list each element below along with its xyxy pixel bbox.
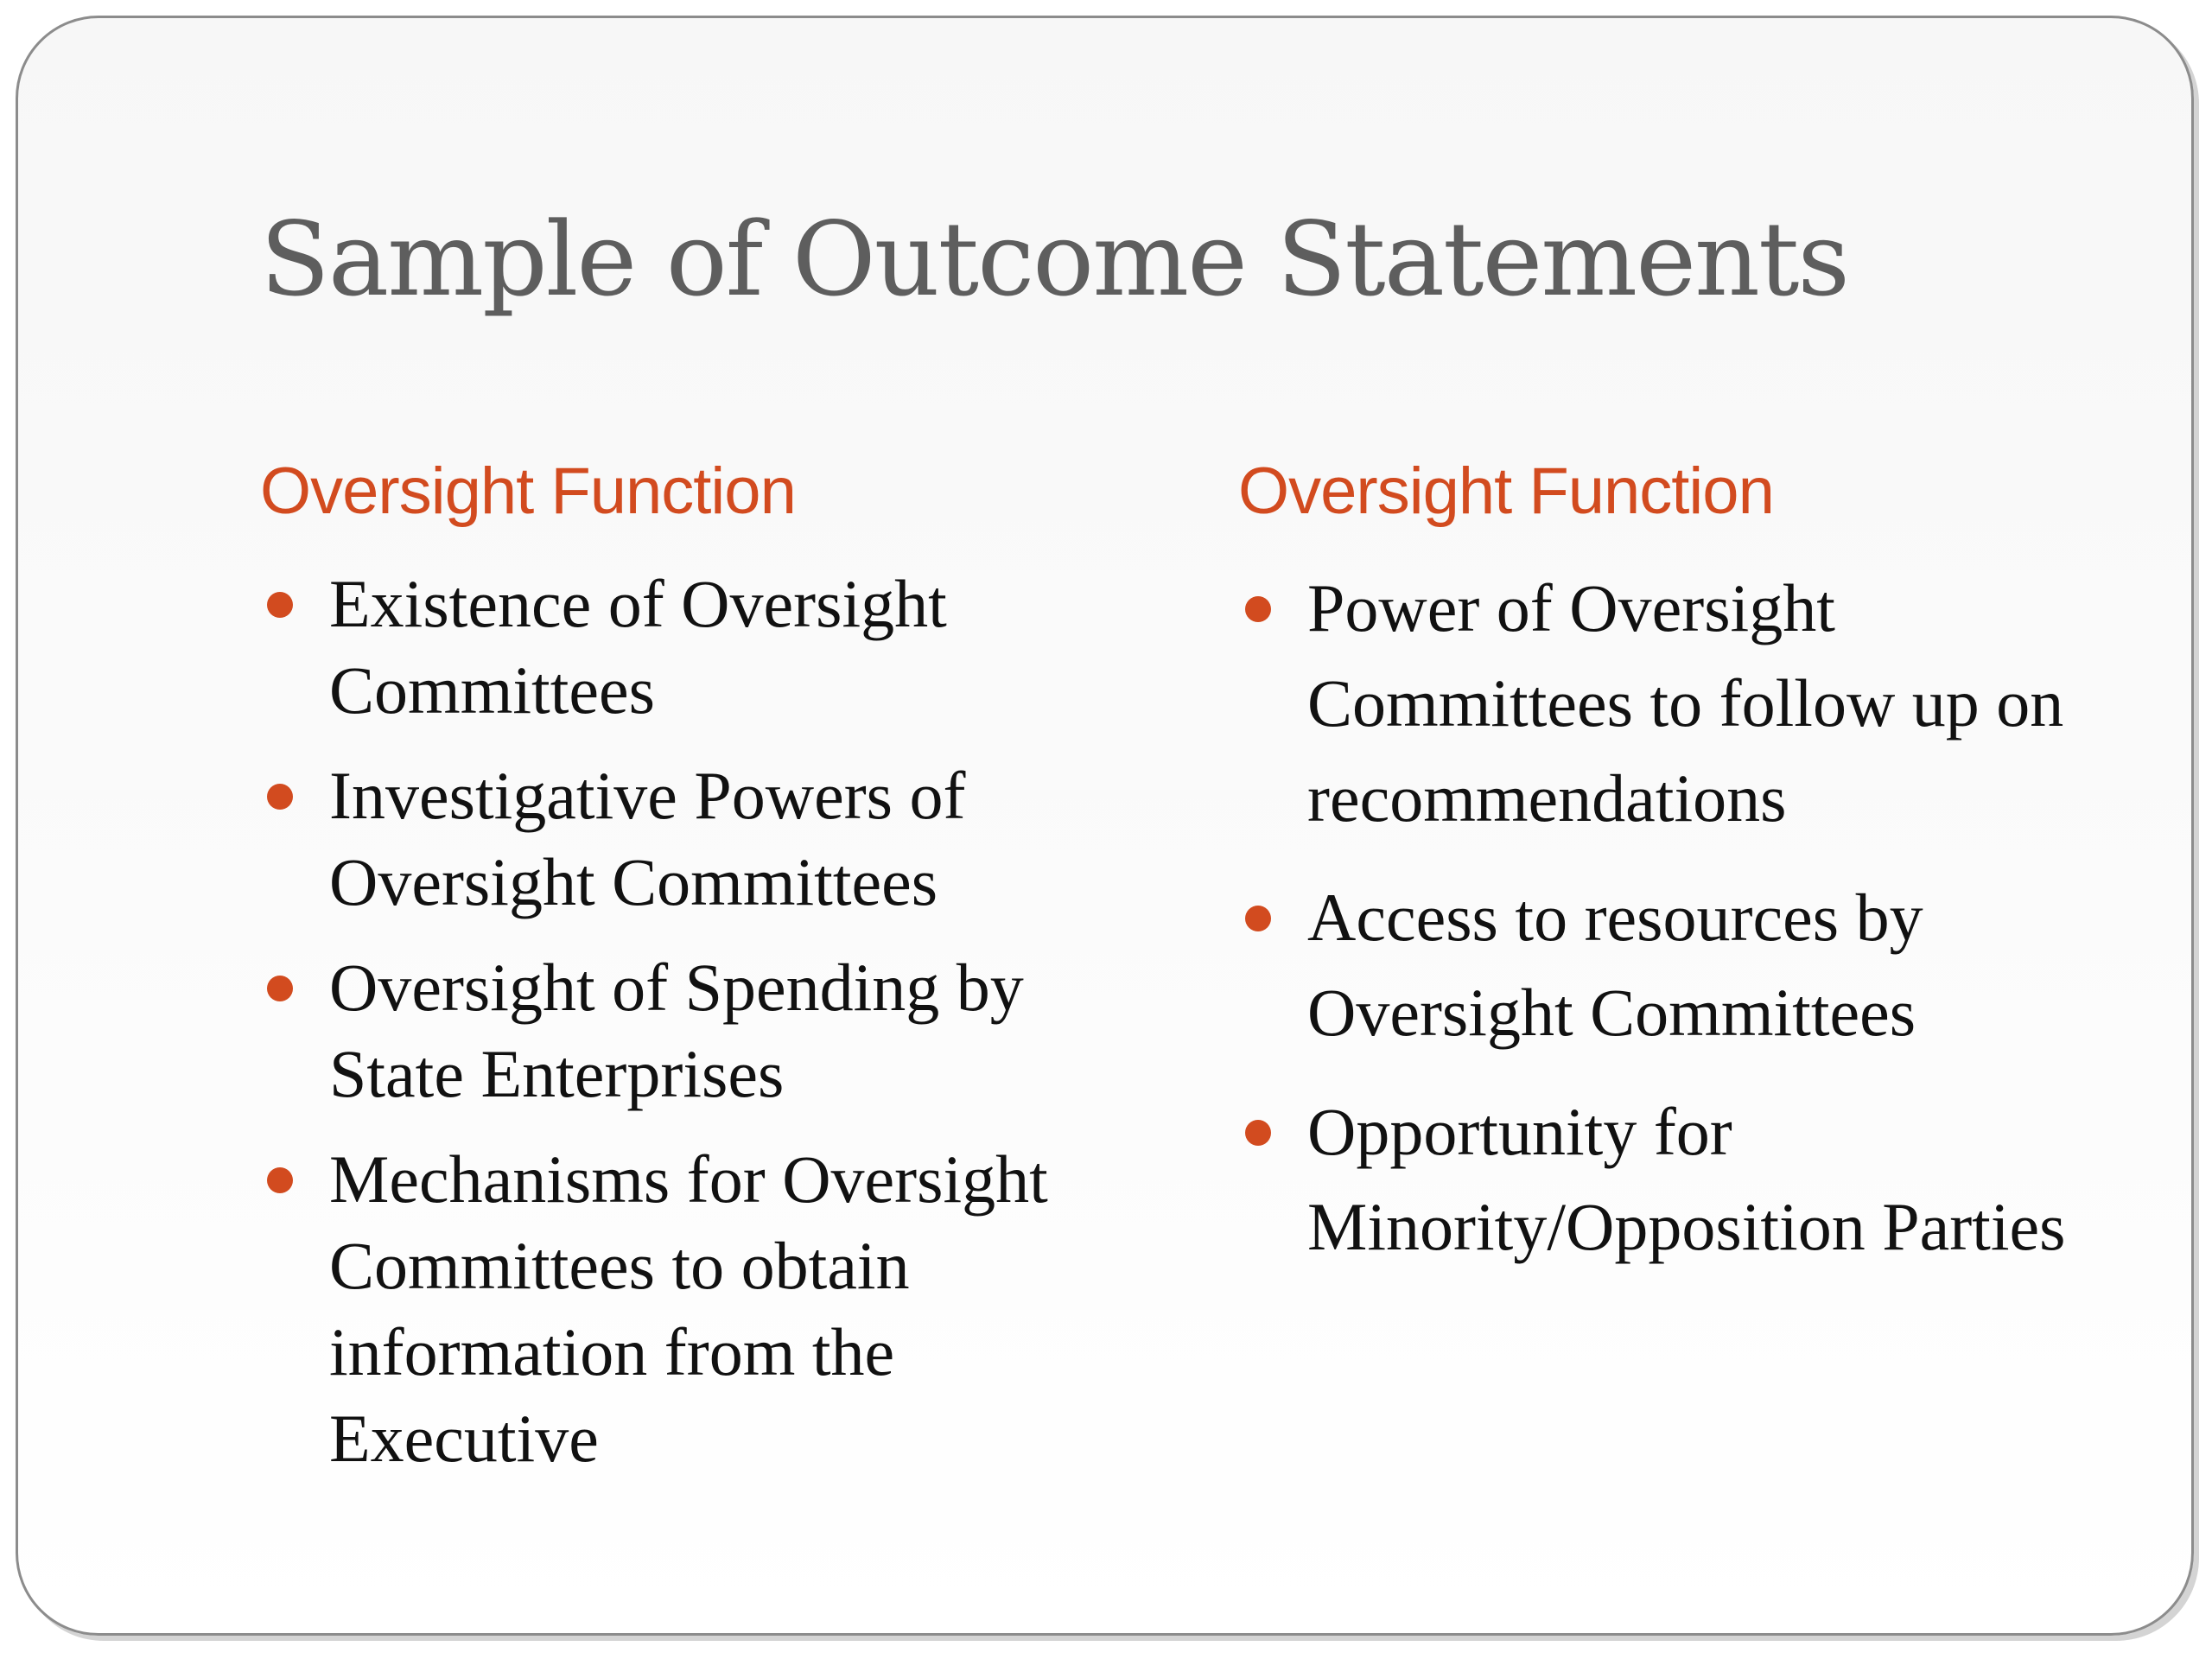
bullet-dot-icon bbox=[1245, 596, 1271, 622]
slide-title: Sample of Outcome Statements bbox=[260, 200, 1848, 319]
list-item bbox=[1238, 561, 2120, 846]
list-item bbox=[260, 753, 1141, 925]
list-item-text: Investigative Powers of Oversight Committees bbox=[329, 758, 966, 919]
list-item-text: Opportunity for Minority/Opposition Parties bbox=[1307, 1094, 2066, 1264]
list-item-text: Mechanisms for Oversight Committees to obtain information from the Executive bbox=[329, 1141, 1048, 1476]
bullet-dot-icon bbox=[267, 784, 293, 810]
bullet-dot-icon bbox=[1245, 906, 1271, 931]
bullet-dot-icon bbox=[267, 976, 293, 1001]
list-item bbox=[260, 944, 1141, 1117]
bullet-dot-icon bbox=[267, 1167, 293, 1193]
list-item bbox=[1238, 870, 2120, 1060]
list-item bbox=[1238, 1084, 2120, 1274]
left-column bbox=[260, 454, 1141, 1501]
left-bullet-list bbox=[260, 561, 1141, 1482]
list-item bbox=[260, 561, 1141, 734]
right-column-heading: Oversight Function bbox=[1238, 454, 1774, 528]
bullet-dot-icon bbox=[1245, 1120, 1271, 1146]
left-column-heading: Oversight Function bbox=[260, 454, 796, 528]
list-item bbox=[260, 1136, 1141, 1482]
slide-frame bbox=[16, 16, 2194, 1636]
list-item-text: Oversight of Spending by State Enterprises bbox=[329, 950, 1024, 1111]
list-item-text: Power of Oversight Committees to follow up on recommendations bbox=[1307, 570, 2064, 836]
right-bullet-list bbox=[1238, 561, 2120, 1274]
right-column bbox=[1238, 454, 2120, 1299]
list-item-text: Existence of Oversight Committees bbox=[329, 566, 947, 728]
list-item-text: Access to resources by Oversight Committees bbox=[1307, 880, 1923, 1050]
bullet-dot-icon bbox=[267, 592, 293, 618]
